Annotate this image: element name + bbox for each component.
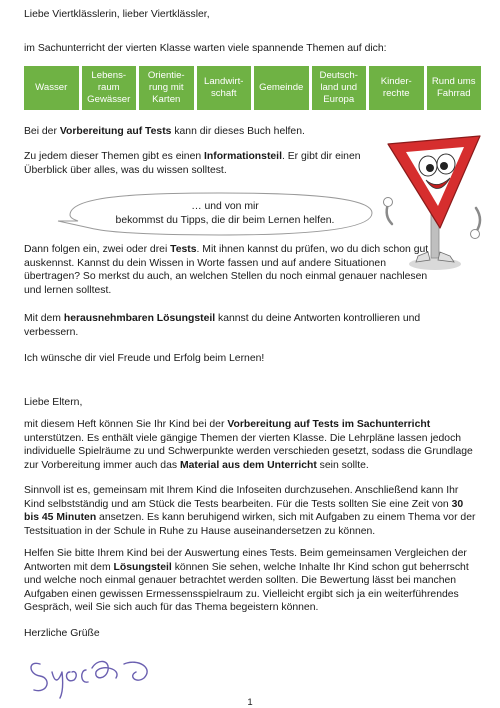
topic-label: Kinder- rechte bbox=[380, 76, 412, 99]
topic-item bbox=[197, 66, 252, 110]
bubble-line-1: … und von mir bbox=[191, 201, 259, 212]
topic-label: Deutsch- land und Europa bbox=[319, 70, 358, 105]
paragraph-preparation: Bei der Vorbereitung auf Tests kann dir dieses Buch helfen. bbox=[24, 126, 305, 137]
speech-bubble bbox=[50, 191, 380, 237]
page-number: 1 bbox=[247, 697, 253, 708]
topic-label: Landwirt- schaft bbox=[204, 76, 244, 99]
topic-item bbox=[24, 66, 79, 110]
closing: Herzliche Grüße bbox=[24, 628, 100, 639]
greeting-kids: Liebe Viertklässlerin, lieber Viertklässler, bbox=[24, 9, 210, 20]
topic-label: Rund ums Fahrrad bbox=[431, 76, 476, 99]
topic-label: Orientie- rung mit Karten bbox=[147, 70, 185, 105]
topic-item bbox=[312, 66, 367, 110]
topic-item bbox=[254, 66, 309, 110]
paragraph-solutions: Mit dem herausnehmbaren Lösungsteil kannst du deine Antworten kontrollieren und verbessern. bbox=[24, 313, 421, 338]
topic-list bbox=[24, 66, 481, 110]
topic-label: Lebens- raum Gewässer bbox=[87, 70, 131, 105]
paragraph-tests: Dann folgen ein, zwei oder drei Tests. Mit ihnen kannst du prüfen, wo du dich schon gut auskennst. Kannst du dein Wissen in Worte fassen und auf andere Situationen übertragen? So merkst du auch, an welchen Stellen du noch einmal genauer nachlesen und lernen solltest. bbox=[24, 244, 429, 296]
topic-item bbox=[82, 66, 137, 110]
paragraph-info: Zu jedem dieser Themen gibt es einen Informationsteil. Er gibt dir einen Überblick über alles, was du wissen solltest. bbox=[24, 151, 361, 176]
topic-label: Wasser bbox=[35, 82, 68, 93]
paragraph-parents-3: Helfen Sie bitte Ihrem Kind bei der Auswertung eines Tests. Beim gemeinsamen Vergleichen der Antworten mit dem Lösungsteil können Sie sehen, welche Inhalte Ihr Kind schon gut beherrscht und welche noch einmal genauer betrachtet werden sollten. Die Bewertung lässt bei manchen Aufgaben einen gewissen Ermessensspielraum zu. Vielleicht ergibt sich ja ein weiterführendes Gespräch, weil Sie sich auch für das Thema begeistern können. bbox=[24, 548, 469, 614]
paragraph-parents-2: Sinnvoll ist es, gemeinsam mit Ihrem Kind die Infoseiten durchzusehen. Anschließend kann Ihr Kind selbstständig und am Stück die Tests bearbeiten. Für die Tests sollten Sie eine Zeit von 30 bis 45 Minuten ansetzen. Es kann beruhigend wirken, sich mit Aufgaben zu einem Thema vor der Testsituation in der Schule in Ruhe zu Hause auseinandersetzen zu können. bbox=[24, 485, 476, 537]
topic-item bbox=[369, 66, 424, 110]
intro-kids: im Sachunterricht der vierten Klasse warten viele spannende Themen auf dich: bbox=[24, 43, 387, 54]
paragraph-parents-1: mit diesem Heft können Sie Ihr Kind bei der Vorbereitung auf Tests im Sachunterricht unterstützen. Es enthält viele gängige Themen der vierten Klasse. Die Lehrpläne lassen jedoch individuelle Spielräume zu und Schwerpunkte werden verschieden gesetzt, sodass die Grundlage zur Vorbereitung immer auch das Material aus dem Unterricht sein sollte. bbox=[24, 419, 473, 471]
bubble-line-2: bekommst du Tipps, die dir beim Lernen helfen. bbox=[115, 214, 335, 226]
handwritten-signature-icon bbox=[26, 650, 166, 702]
topic-item bbox=[139, 66, 194, 110]
greeting-parents: Liebe Eltern, bbox=[24, 397, 83, 408]
topic-label: Gemeinde bbox=[259, 82, 304, 93]
topic-item bbox=[427, 66, 482, 110]
paragraph-wish: Ich wünsche dir viel Freude und Erfolg beim Lernen! bbox=[24, 353, 265, 364]
